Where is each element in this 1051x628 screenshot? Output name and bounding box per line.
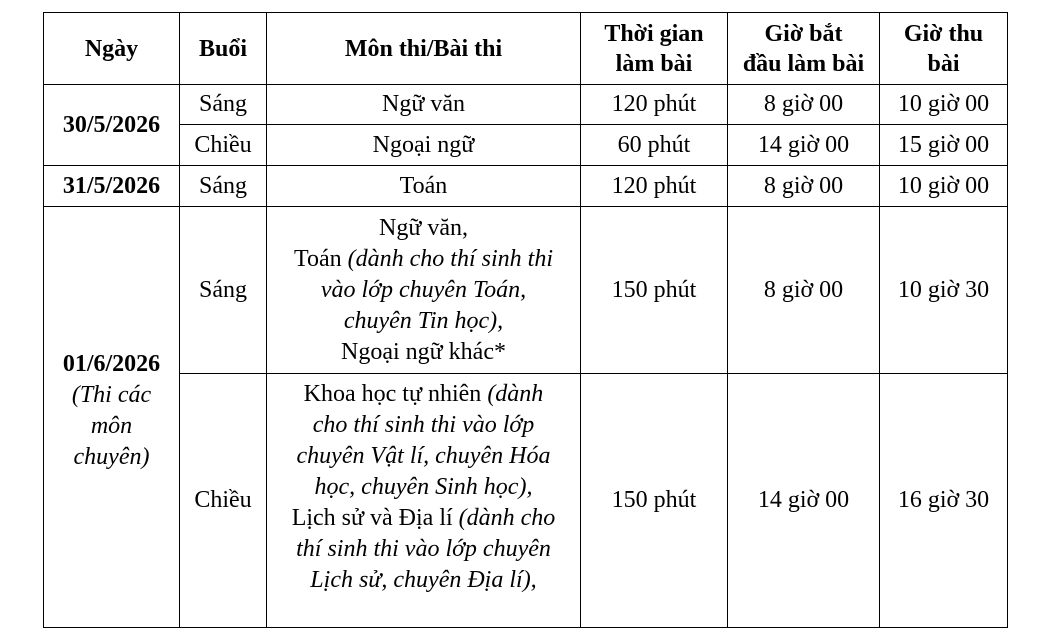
subject-line3: chuyên Vật lí, chuyên Hóa bbox=[296, 443, 551, 469]
session-cell: Chiều bbox=[180, 374, 267, 628]
header-end bbox=[880, 13, 1008, 85]
table-row bbox=[44, 374, 1008, 628]
subject-line7: Lịch sử, chuyên Địa lí), bbox=[310, 567, 537, 593]
subject-line3: vào lớp chuyên Toán, bbox=[320, 276, 527, 303]
end-time-cell: 16 giờ 30 bbox=[880, 374, 1008, 628]
session-cell: Sáng bbox=[180, 207, 267, 374]
table-row bbox=[44, 207, 1008, 374]
header-start-line1: Giờ bắt bbox=[764, 20, 843, 47]
header-start bbox=[728, 13, 880, 85]
end-time-cell: 10 giờ 00 bbox=[880, 85, 1008, 125]
date-note-line2: môn bbox=[90, 413, 133, 439]
table-row bbox=[44, 85, 1008, 125]
subject-line5 bbox=[271, 503, 576, 534]
duration-cell: 60 phút bbox=[581, 125, 728, 166]
date-cell: 31/5/2026 bbox=[44, 166, 180, 207]
header-duration-line1: Thời gian bbox=[604, 20, 704, 47]
duration-cell: 120 phút bbox=[581, 166, 728, 207]
subject-cell: Ngoại ngữ bbox=[267, 125, 581, 166]
header-date: Ngày bbox=[44, 13, 180, 85]
subject-line1-italic: (dành bbox=[487, 381, 544, 407]
end-time-cell: 10 giờ 30 bbox=[880, 207, 1008, 374]
session-cell: Sáng bbox=[180, 85, 267, 125]
table-row bbox=[44, 166, 1008, 207]
header-subject: Môn thi/Bài thi bbox=[267, 13, 581, 85]
start-time-cell: 8 giờ 00 bbox=[728, 85, 880, 125]
date-cell bbox=[44, 207, 180, 628]
subject-line4: chuyên Tin học), bbox=[343, 307, 504, 334]
subject-cell bbox=[267, 374, 581, 628]
session-cell: Sáng bbox=[180, 166, 267, 207]
header-session: Buổi bbox=[180, 13, 267, 85]
subject-line5-italic: (dành cho bbox=[458, 505, 556, 531]
subject-line2-plain: Toán bbox=[294, 245, 348, 272]
subject-line5: Ngoại ngữ khác* bbox=[341, 338, 506, 365]
subject-cell: Ngữ văn bbox=[267, 85, 581, 125]
start-time-cell: 14 giờ 00 bbox=[728, 374, 880, 628]
start-time-cell: 8 giờ 00 bbox=[728, 166, 880, 207]
subject-line6: thí sinh thi vào lớp chuyên bbox=[296, 536, 551, 562]
session-cell: Chiều bbox=[180, 125, 267, 166]
subject-line4: học, chuyên Sinh học), bbox=[314, 474, 533, 500]
duration-cell: 150 phút bbox=[581, 374, 728, 628]
table-row bbox=[44, 125, 1008, 166]
header-duration-line2: làm bài bbox=[615, 50, 693, 77]
date-note-line1: (Thi các bbox=[71, 382, 152, 408]
subject-line1: Ngữ văn, bbox=[379, 214, 468, 241]
exam-schedule-container bbox=[43, 12, 1008, 628]
duration-cell: 150 phút bbox=[581, 207, 728, 374]
subject-line2 bbox=[271, 244, 576, 275]
subject-line2: cho thí sinh thi vào lớp bbox=[312, 412, 535, 438]
exam-schedule-table bbox=[43, 12, 1008, 628]
header-row bbox=[44, 13, 1008, 85]
start-time-cell: 14 giờ 00 bbox=[728, 125, 880, 166]
end-time-cell: 15 giờ 00 bbox=[880, 125, 1008, 166]
date-cell: 30/5/2026 bbox=[44, 85, 180, 166]
duration-cell: 120 phút bbox=[581, 85, 728, 125]
header-start-line2: đầu làm bài bbox=[742, 50, 865, 77]
subject-line1-plain: Khoa học tự nhiên bbox=[303, 381, 488, 407]
start-time-cell: 8 giờ 00 bbox=[728, 207, 880, 374]
header-end-line2: bài bbox=[927, 50, 960, 77]
date-note-line3: chuyên) bbox=[73, 444, 150, 470]
date-value: 01/6/2026 bbox=[62, 351, 161, 377]
header-duration bbox=[581, 13, 728, 85]
end-time-cell: 10 giờ 00 bbox=[880, 166, 1008, 207]
subject-cell: Toán bbox=[267, 166, 581, 207]
subject-cell bbox=[267, 207, 581, 374]
subject-line5-plain: Lịch sử và Địa lí bbox=[291, 505, 459, 531]
subject-line2-italic: (dành cho thí sinh thi bbox=[347, 245, 553, 272]
header-end-line1: Giờ thu bbox=[903, 20, 984, 47]
subject-line1 bbox=[271, 379, 576, 410]
